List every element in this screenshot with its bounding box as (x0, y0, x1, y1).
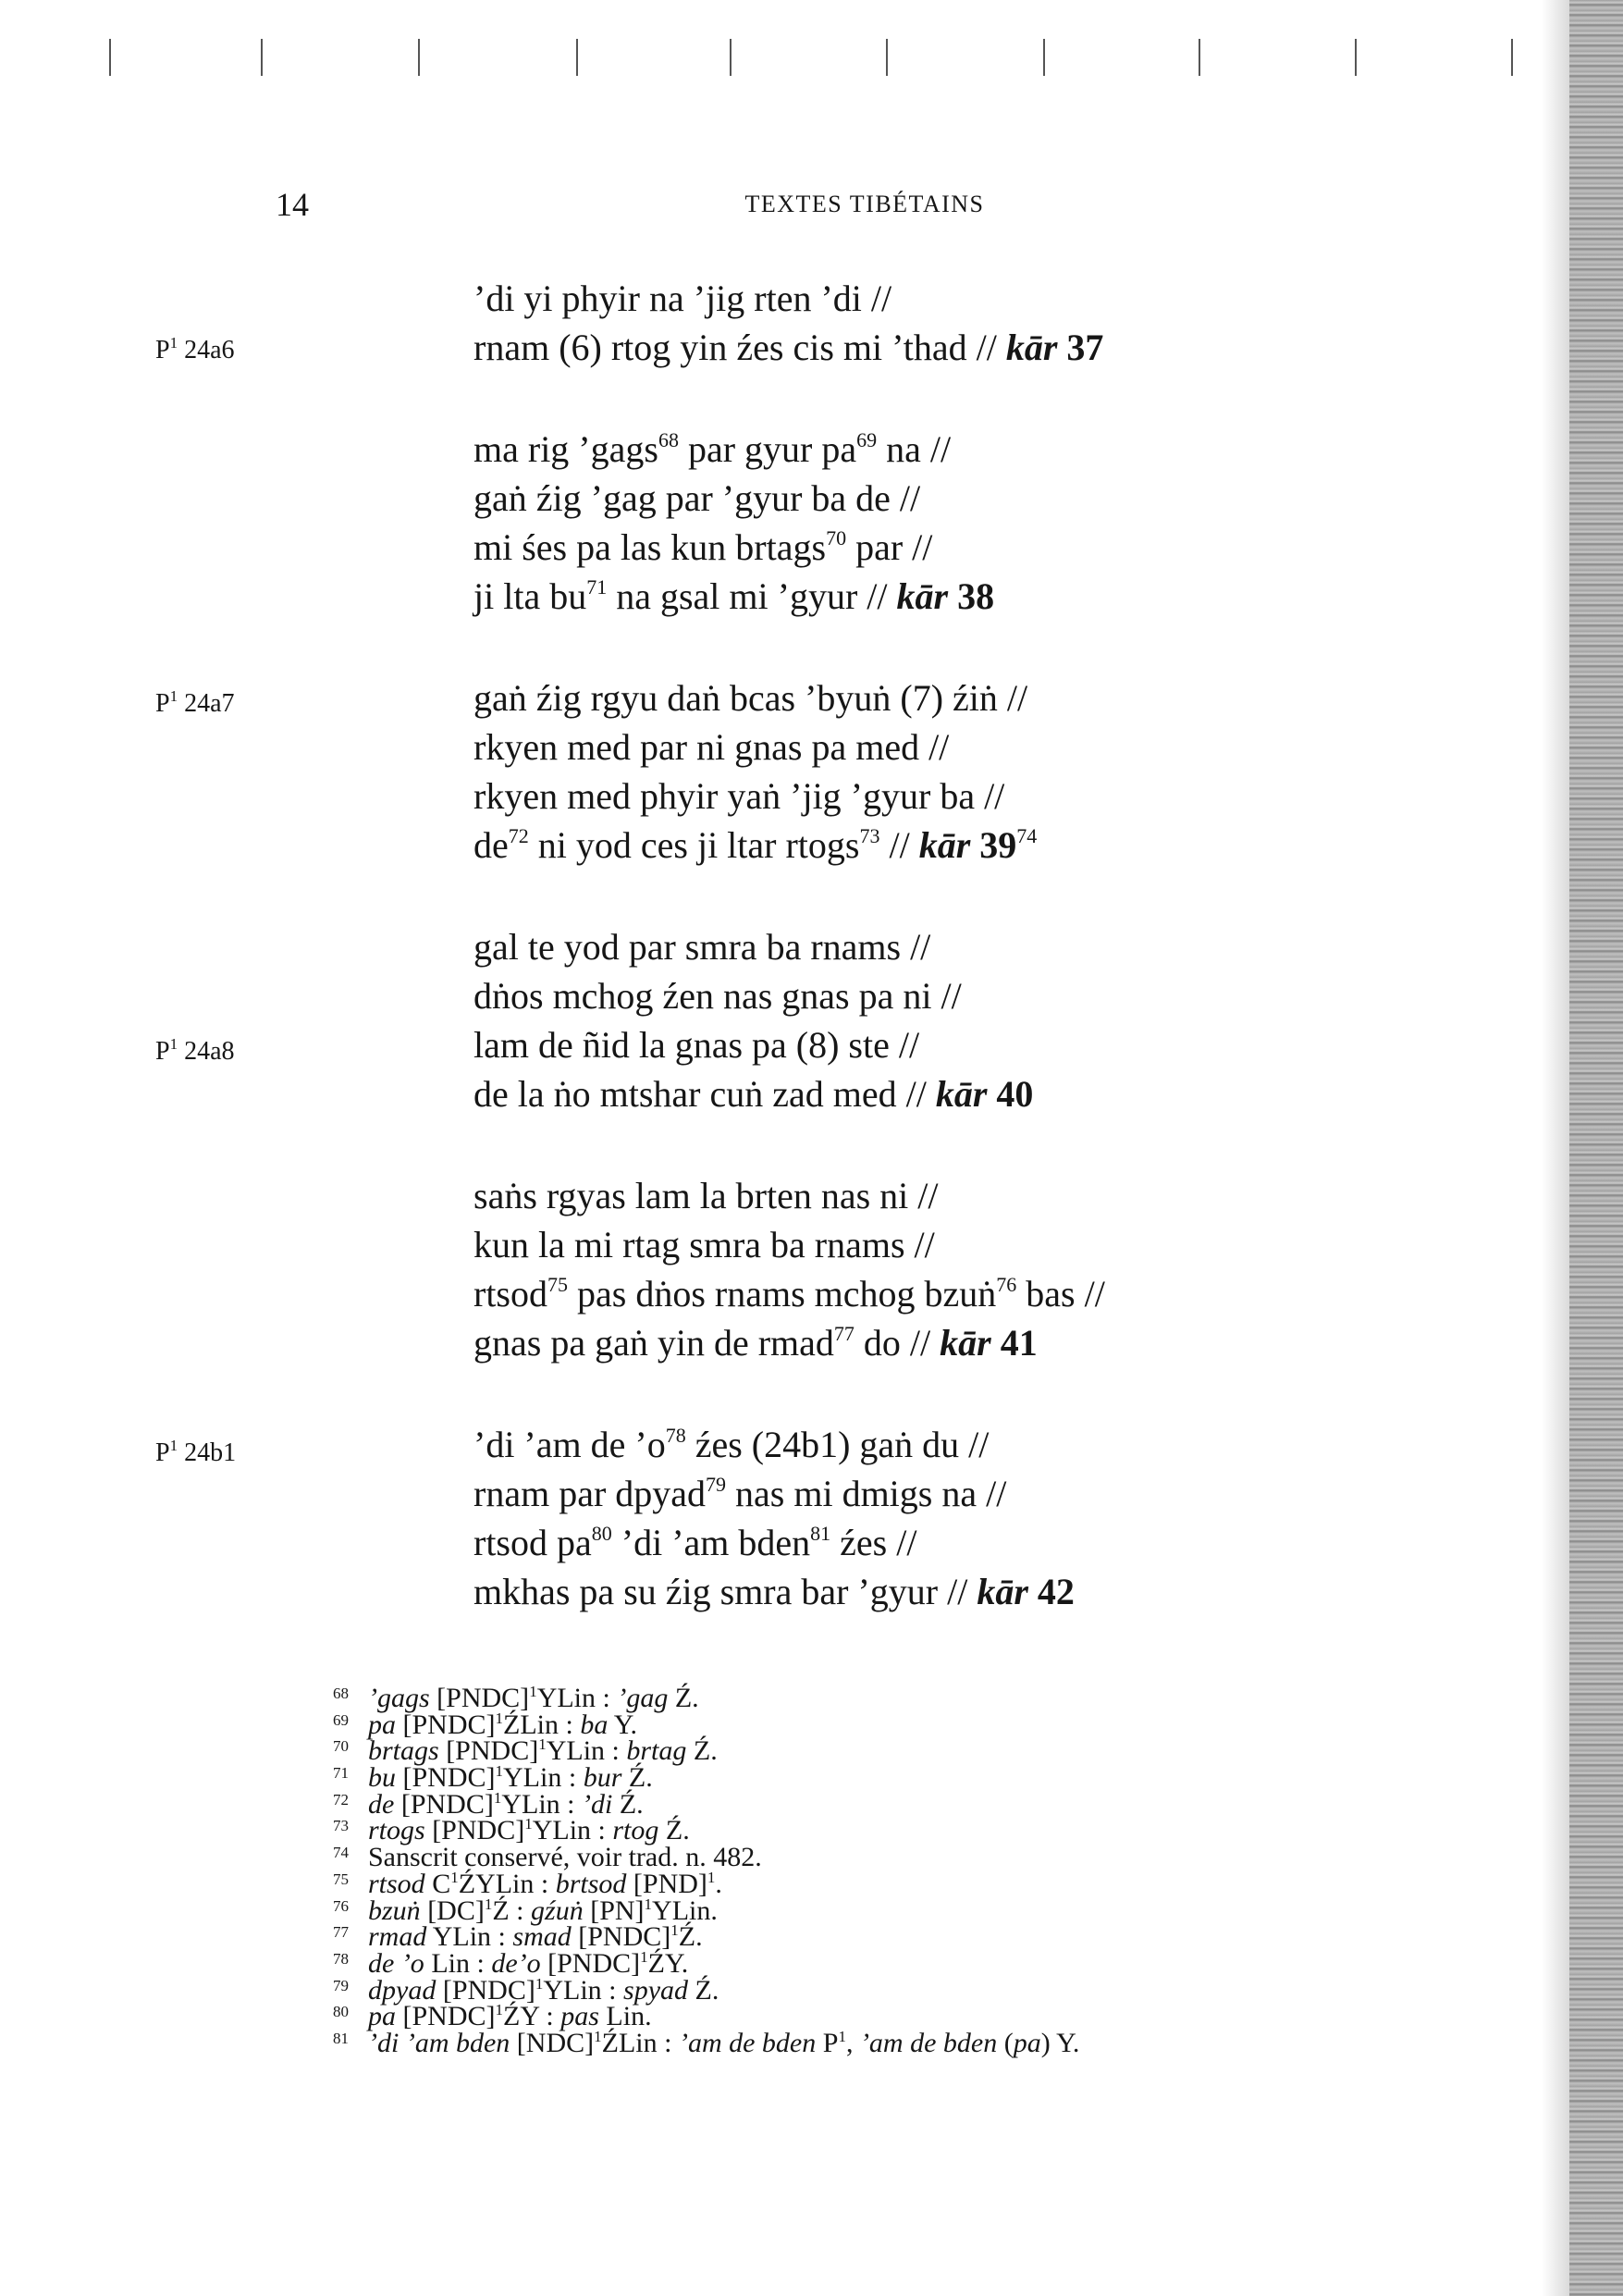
karika-number: 39 (979, 824, 1017, 866)
stanza (473, 1420, 1491, 1616)
note-ref: 72 (508, 824, 529, 847)
karika-number: 40 (996, 1073, 1034, 1115)
footnote: 72 de [PNDC]$^1$YLin : ’di Ź. (333, 1788, 644, 1820)
note-ref: 68 (658, 428, 679, 451)
note-ref: 78 (665, 1424, 686, 1447)
note-ref: 76 (996, 1273, 1017, 1296)
footnote-number: 81 (333, 2029, 349, 2047)
footnote: 69 pa [PNDC]$^1$ŹLin : ba Y. (333, 1709, 638, 1740)
italic-reading: gźuṅ (531, 1895, 584, 1926)
verse-line: dṅos mchog źen nas gnas pa ni // (473, 975, 962, 1017)
italic-reading: de ’o (368, 1947, 424, 1979)
note-ref: 1 (493, 1788, 502, 1807)
verse-line: kun la mi rtag smra ba rnams // (473, 1224, 935, 1265)
verse-line: rkyen med par ni gnas pa med // (473, 726, 950, 768)
footnote: 78 de ’o Lin : de’o [PNDC]$^1$ŹY. (333, 1947, 689, 1979)
note-ref: 80 (591, 1522, 612, 1545)
italic-reading: ’am de bden (859, 2027, 998, 2058)
italic-reading: brtag (626, 1735, 687, 1767)
manuscript-sup: 1 (169, 1437, 178, 1454)
note-ref: 1 (640, 1947, 648, 1966)
verse-line: ji lta $bu^{71}$ na gsal mi ’gyur // kār 38 (473, 575, 995, 617)
manuscript-sup: 1 (169, 687, 178, 705)
verse-line: rnam par dpyad$^{79}$ nas mi dmigs na // (473, 1473, 1007, 1514)
note-ref: 75 (547, 1273, 568, 1296)
footnote-number: 78 (333, 1949, 349, 1968)
footnote: 76 bzuṅ [DC]$^1$Ź : gźuṅ [PN]$^1$YLin. (333, 1895, 718, 1926)
note-ref: 1 (594, 2027, 602, 2045)
footnote: 68 ’gags [PNDC]$^1$YLin : ’gag Ź. (333, 1683, 699, 1713)
verse-line: rtsod$^{75}$ pas dṅos rnams mchog bzuṅ$^{76}$ bas // (473, 1273, 1105, 1315)
verse-line: mkhas pa su źig smra bar ’gyur // kār 42 (473, 1571, 1075, 1612)
footnote-number: 74 (333, 1844, 349, 1862)
margin-ref: $P^1$ 24a8 (155, 1035, 235, 1066)
italic-reading: brtsod (555, 1868, 627, 1899)
verse-line: gnas pa gaṅ yin de rmad$^{77}$ do // kār 41 (473, 1322, 1038, 1364)
note-ref: 1 (529, 1683, 537, 1700)
italic-reading: rtogs (368, 1815, 425, 1846)
verse-line: mi śes pa las kun brtags$^{70}$ par // (473, 526, 933, 568)
note-ref: 1 (538, 1735, 547, 1754)
verse-line: lam de ñid la gnas pa (8) ste // (473, 1024, 920, 1066)
page-number: 14 (276, 186, 309, 223)
footnote: 77 rmad YLin : smad [PNDC]$^1$Ź. (333, 1921, 703, 1953)
karika-number: 38 (957, 575, 995, 617)
karika-number: 41 (1000, 1322, 1038, 1364)
scan-edge (1569, 0, 1623, 2296)
footnote: 71 bu [PNDC]$^1$YLin : bur Ź. (333, 1762, 653, 1794)
italic-reading: bzuṅ (368, 1895, 421, 1926)
verse-line: de la ṅo mtshar cuṅ zad med // kār 40 (473, 1073, 1034, 1115)
italic-reading: ba (580, 1709, 609, 1740)
italic-reading: spyad (623, 1974, 689, 2006)
footnote-number: 72 (333, 1790, 349, 1808)
italic-reading: ’di (582, 1788, 613, 1820)
footnote-number: 68 (333, 1685, 349, 1702)
note-ref: 1 (495, 2001, 504, 2019)
verse-line: rnam (6) rtog yin źes cis mi ’thad // kār 37 (473, 327, 1104, 368)
scan-top-marks (0, 39, 1563, 85)
footnote: 74 Sanscrit conservé, voir trad. n. 482. (333, 1842, 762, 1873)
note-ref: 1 (495, 1762, 504, 1781)
verse-text (473, 274, 1491, 1669)
footnote-number: 80 (333, 2003, 349, 2021)
note-ref: 1 (535, 1974, 544, 1993)
italic-reading: rtsod (368, 1868, 425, 1899)
italic-reading: bu (368, 1762, 396, 1794)
footnote: 75 rtsod $C^1ŹYLin$ : brtsod [PND]$^1$. (333, 1868, 722, 1899)
running-head: TEXTES TIBÉTAINS (744, 191, 985, 217)
verse-line: ’di yi phyir na ’jig rten ’di // (473, 278, 892, 319)
note-ref: 79 (706, 1473, 727, 1496)
note-ref: 73 (859, 824, 880, 847)
note-ref: 77 (833, 1322, 855, 1345)
karika-label: kār (918, 824, 971, 866)
italic-reading: ’gags (368, 1683, 430, 1713)
italic-reading: ’di ’am bden (368, 2027, 510, 2058)
stanza (473, 425, 1491, 621)
note-ref: 1 (495, 1709, 504, 1727)
footnote: 80 pa [PNDC]$^1$ŹY : pas Lin. (333, 2001, 652, 2032)
verse-line: rkyen med phyir yaṅ ’jig ’gyur ba // (473, 775, 1005, 817)
manuscript-sup: 1 (169, 1035, 178, 1053)
stanza (473, 1171, 1491, 1367)
italic-reading: pas (560, 2001, 599, 2032)
footnote-number: 76 (333, 1896, 349, 1915)
italic-reading: smad (512, 1921, 572, 1953)
verse-line: gal te yod par smra ba rnams // (473, 926, 931, 968)
verse-line: ’di ’am de $’o^{78}$ źes (24b1) gaṅ du // (473, 1424, 990, 1465)
karika-label: kār (896, 575, 949, 617)
stanza (473, 673, 1491, 870)
footnote-number: 73 (333, 1817, 349, 1835)
verse-line: $de^{72}$ ni yod ces ji ltar rtogs$^{73}$ // kār $39^{74}$ (473, 824, 1038, 866)
footnotes (333, 1681, 1443, 2058)
note-ref: 74 (1016, 824, 1038, 847)
note-ref: 1 (670, 1921, 679, 1940)
karika-number: 42 (1037, 1571, 1075, 1612)
margin-ref: $P^1$ 24a7 (155, 687, 235, 718)
footnote-number: 77 (333, 1923, 349, 1942)
note-ref: 1 (524, 1815, 533, 1833)
scan-edge-shadow (1542, 0, 1569, 2296)
verse-line: ma rig ’gags$^{68}$ par gyur $pa^{69}$ na // (473, 428, 952, 470)
note-ref: 1 (484, 1895, 493, 1913)
karika-label: kār (1005, 327, 1058, 368)
stanza (473, 274, 1491, 372)
note-ref: 1 (838, 2027, 846, 2045)
note-ref: 1 (644, 1895, 653, 1913)
footnote-number: 75 (333, 1870, 349, 1888)
italic-reading: bur (583, 1762, 622, 1794)
footnote-number: 70 (333, 1737, 349, 1756)
karika-label: kār (940, 1322, 991, 1364)
note-ref: 81 (810, 1522, 831, 1545)
note-ref: 69 (856, 428, 878, 451)
verse-line: gaṅ źig ’gag par ’gyur ba de // (473, 477, 921, 519)
italic-reading: de’o (491, 1947, 541, 1979)
stanza (473, 922, 1491, 1118)
italic-reading: rmad (368, 1921, 427, 1953)
footnote-number: 71 (333, 1764, 349, 1783)
footnote: 73 rtogs [PNDC]$^1$YLin : rtog Ź. (333, 1815, 690, 1846)
karika-label: kār (935, 1073, 988, 1115)
karika-label: kār (977, 1571, 1028, 1612)
verse-line: saṅs rgyas lam la brten nas ni // (473, 1175, 939, 1216)
footnote: 81 ’di ’am bden [NDC]$^1$ŹLin : ’am de bden $P^1$, ’am de bden (pa) Y. (333, 2027, 1080, 2058)
note-ref: 71 (586, 575, 608, 599)
italic-reading: brtags (368, 1735, 439, 1767)
manuscript-sup: 1 (169, 334, 178, 352)
verse-line: gaṅ źig rgyu daṅ bcas ’byuṅ (7) źiṅ // (473, 677, 1028, 719)
italic-reading: pa (1013, 2027, 1041, 2058)
footnote: 70 brtags [PNDC]$^1$YLin : brtag Ź. (333, 1735, 718, 1767)
italic-reading: rtog (612, 1815, 659, 1846)
footnote-number: 79 (333, 1976, 349, 1994)
italic-reading: pa (368, 1709, 396, 1740)
italic-reading: ’am de bden (678, 2027, 817, 2058)
margin-ref: $P^1$ 24a6 (155, 334, 235, 364)
margin-ref: $P^1$ 24b1 (155, 1437, 237, 1467)
footnote-number: 69 (333, 1710, 349, 1729)
karika-number: 37 (1066, 327, 1104, 368)
italic-reading: ’gag (617, 1683, 669, 1713)
italic-reading: dpyad (368, 1974, 436, 2006)
note-ref: 1 (707, 1868, 716, 1886)
note-ref: 1 (450, 1868, 459, 1886)
footnote: 79 dpyad [PNDC]$^1$YLin : spyad Ź. (333, 1974, 719, 2006)
note-ref: 70 (826, 526, 847, 549)
italic-reading: pa (368, 2001, 396, 2032)
italic-reading: de (368, 1788, 395, 1820)
verse-line: rtsod $pa^{80}$ ’di ’am bden$^{81}$ źes // (473, 1522, 917, 1563)
